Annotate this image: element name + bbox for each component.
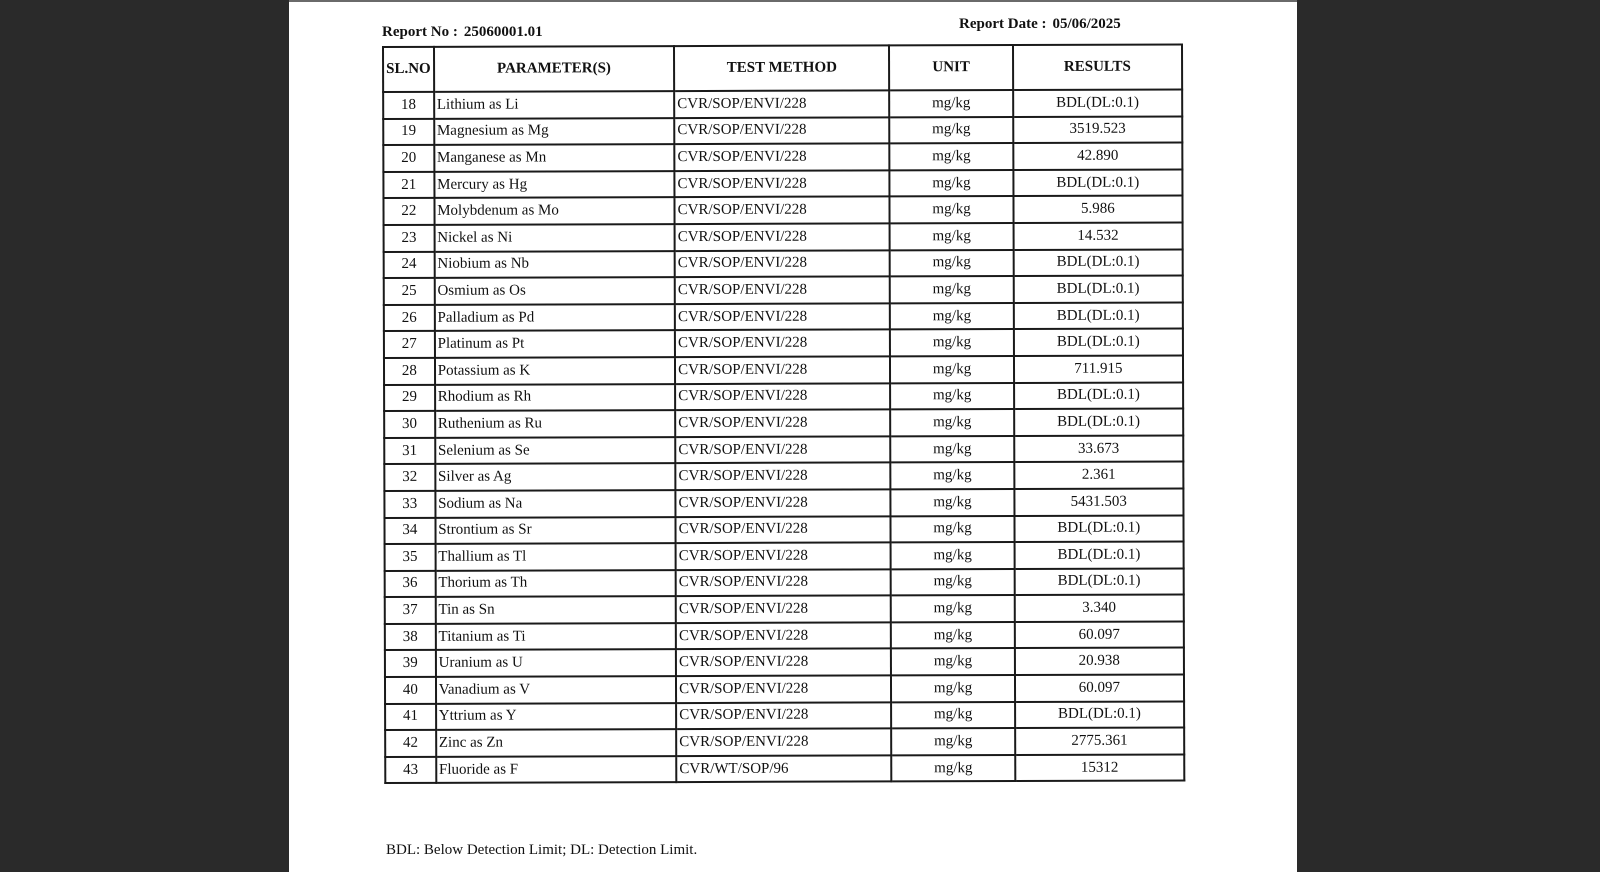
test-method-cell: CVR/SOP/ENVI/228 bbox=[675, 330, 890, 357]
unit-cell: mg/kg bbox=[891, 516, 1014, 543]
table-row bbox=[383, 169, 1182, 198]
sl-no-cell: 28 bbox=[384, 358, 435, 385]
table-row bbox=[383, 143, 1182, 172]
test-method-cell: CVR/SOP/ENVI/228 bbox=[674, 90, 889, 117]
unit-cell: mg/kg bbox=[891, 409, 1014, 436]
table-row bbox=[384, 302, 1183, 331]
header-unit: UNIT bbox=[889, 45, 1012, 90]
result-cell: 60.097 bbox=[1015, 675, 1184, 702]
table-row bbox=[384, 382, 1183, 411]
sl-no-cell: 38 bbox=[385, 624, 436, 651]
test-method-cell: CVR/WT/SOP/96 bbox=[676, 755, 891, 782]
unit-cell: mg/kg bbox=[890, 196, 1013, 223]
parameter-cell: Selenium as Se bbox=[435, 437, 675, 464]
sl-no-cell: 40 bbox=[385, 677, 436, 704]
test-method-cell: CVR/SOP/ENVI/228 bbox=[676, 569, 891, 596]
result-cell: 33.673 bbox=[1014, 435, 1183, 462]
table-row bbox=[383, 89, 1182, 118]
table-row bbox=[385, 568, 1184, 597]
result-cell: BDL(DL:0.1) bbox=[1013, 302, 1182, 329]
parameter-cell: Palladium as Pd bbox=[435, 304, 675, 331]
test-method-cell: CVR/SOP/ENVI/228 bbox=[675, 277, 890, 304]
unit-cell: mg/kg bbox=[891, 595, 1014, 622]
header-parameter: PARAMETER(S) bbox=[434, 46, 675, 92]
table-row bbox=[384, 276, 1183, 305]
unit-cell: mg/kg bbox=[891, 648, 1014, 675]
table-header-row bbox=[383, 44, 1182, 92]
parameter-cell: Vanadium as V bbox=[436, 676, 676, 703]
result-cell: 60.097 bbox=[1014, 621, 1183, 648]
unit-cell: mg/kg bbox=[891, 569, 1014, 596]
parameter-cell: Rhodium as Rh bbox=[435, 384, 675, 411]
unit-cell: mg/kg bbox=[890, 170, 1013, 197]
test-method-cell: CVR/SOP/ENVI/228 bbox=[675, 489, 890, 516]
parameter-cell: Uranium as U bbox=[436, 650, 676, 677]
parameter-cell: Potassium as K bbox=[435, 357, 675, 384]
test-method-cell: CVR/SOP/ENVI/228 bbox=[675, 410, 890, 437]
test-method-cell: CVR/SOP/ENVI/228 bbox=[675, 383, 890, 410]
result-cell: 3519.523 bbox=[1013, 116, 1182, 143]
table-row bbox=[385, 701, 1184, 730]
result-cell: BDL(DL:0.1) bbox=[1014, 515, 1183, 542]
table-row bbox=[384, 409, 1183, 438]
unit-cell: mg/kg bbox=[890, 329, 1013, 356]
unit-cell: mg/kg bbox=[891, 436, 1014, 463]
test-method-cell: CVR/SOP/ENVI/228 bbox=[676, 622, 891, 649]
table-row bbox=[385, 754, 1184, 783]
unit-cell: mg/kg bbox=[890, 117, 1013, 144]
sl-no-cell: 25 bbox=[384, 278, 435, 305]
table-row bbox=[385, 542, 1184, 571]
sl-no-cell: 30 bbox=[384, 411, 435, 438]
unit-cell: mg/kg bbox=[891, 675, 1014, 702]
unit-cell: mg/kg bbox=[891, 489, 1014, 516]
parameter-cell: Titanium as Ti bbox=[436, 623, 676, 650]
parameter-cell: Nickel as Ni bbox=[434, 224, 674, 251]
test-method-cell: CVR/SOP/ENVI/228 bbox=[675, 356, 890, 383]
sl-no-cell: 32 bbox=[384, 464, 435, 491]
test-method-cell: CVR/SOP/ENVI/228 bbox=[676, 702, 891, 729]
test-method-cell: CVR/SOP/ENVI/228 bbox=[676, 596, 891, 623]
result-cell: 5431.503 bbox=[1014, 488, 1183, 515]
unit-cell: mg/kg bbox=[891, 383, 1014, 410]
report-number-value: 25060001.01 bbox=[463, 24, 543, 40]
parameter-cell: Thallium as Tl bbox=[435, 543, 675, 570]
table-row bbox=[384, 435, 1183, 464]
result-cell: BDL(DL:0.1) bbox=[1014, 409, 1183, 436]
sl-no-cell: 23 bbox=[384, 225, 435, 252]
header-sl-no: SL.NO bbox=[383, 47, 434, 92]
unit-cell: mg/kg bbox=[892, 755, 1015, 782]
test-method-cell: CVR/SOP/ENVI/228 bbox=[675, 436, 890, 463]
sl-no-cell: 33 bbox=[384, 491, 435, 518]
result-cell: BDL(DL:0.1) bbox=[1014, 382, 1183, 409]
header-results: RESULTS bbox=[1013, 44, 1182, 90]
test-method-cell: CVR/SOP/ENVI/228 bbox=[674, 144, 889, 171]
table-row bbox=[384, 355, 1183, 384]
parameter-cell: Tin as Sn bbox=[435, 596, 675, 623]
report-date-label: Report Date : bbox=[959, 16, 1047, 32]
table-row bbox=[383, 116, 1182, 145]
parameter-cell: Manganese as Mn bbox=[434, 144, 674, 171]
sl-no-cell: 31 bbox=[384, 438, 435, 465]
sl-no-cell: 26 bbox=[384, 305, 435, 332]
table-row bbox=[383, 196, 1182, 225]
sl-no-cell: 22 bbox=[383, 198, 434, 225]
result-cell: BDL(DL:0.1) bbox=[1014, 329, 1183, 356]
unit-cell: mg/kg bbox=[890, 356, 1013, 383]
unit-cell: mg/kg bbox=[890, 276, 1013, 303]
parameter-cell: Sodium as Na bbox=[435, 490, 675, 517]
parameter-cell: Yttrium as Y bbox=[436, 703, 676, 730]
result-cell: BDL(DL:0.1) bbox=[1014, 568, 1183, 595]
unit-cell: mg/kg bbox=[890, 143, 1013, 170]
parameter-cell: Niobium as Nb bbox=[434, 251, 674, 278]
parameter-cell: Platinum as Pt bbox=[435, 330, 675, 357]
test-method-cell: CVR/SOP/ENVI/228 bbox=[674, 170, 889, 197]
result-cell: BDL(DL:0.1) bbox=[1013, 249, 1182, 276]
sl-no-cell: 43 bbox=[385, 757, 436, 784]
sl-no-cell: 41 bbox=[385, 703, 436, 730]
parameter-cell: Ruthenium as Ru bbox=[435, 410, 675, 437]
parameter-cell: Thorium as Th bbox=[435, 570, 675, 597]
result-cell: 14.532 bbox=[1013, 222, 1182, 249]
test-method-cell: CVR/SOP/ENVI/228 bbox=[675, 197, 890, 224]
document-page bbox=[289, 0, 1297, 872]
result-cell: BDL(DL:0.1) bbox=[1015, 701, 1184, 728]
table-row bbox=[385, 728, 1184, 757]
unit-cell: mg/kg bbox=[892, 702, 1015, 729]
result-cell: 2.361 bbox=[1014, 462, 1183, 489]
test-method-cell: CVR/SOP/ENVI/228 bbox=[676, 649, 891, 676]
parameter-cell: Silver as Ag bbox=[435, 463, 675, 490]
parameter-cell: Lithium as Li bbox=[434, 91, 674, 118]
test-method-cell: CVR/SOP/ENVI/228 bbox=[676, 729, 891, 756]
test-method-cell: CVR/SOP/ENVI/228 bbox=[675, 223, 890, 250]
report-date-value: 05/06/2025 bbox=[1052, 16, 1121, 32]
parameter-cell: Fluoride as F bbox=[436, 756, 676, 783]
test-method-cell: CVR/SOP/ENVI/228 bbox=[675, 463, 890, 490]
sl-no-cell: 35 bbox=[385, 544, 436, 571]
test-method-cell: CVR/SOP/ENVI/228 bbox=[676, 516, 891, 543]
sl-no-cell: 37 bbox=[385, 597, 436, 624]
table-row bbox=[384, 249, 1183, 278]
unit-cell: mg/kg bbox=[890, 250, 1013, 277]
sl-no-cell: 34 bbox=[384, 517, 435, 544]
test-method-cell: CVR/SOP/ENVI/228 bbox=[675, 303, 890, 330]
unit-cell: mg/kg bbox=[890, 303, 1013, 330]
result-cell: BDL(DL:0.1) bbox=[1014, 542, 1183, 569]
table-row bbox=[385, 675, 1184, 704]
table-row bbox=[384, 488, 1183, 517]
test-method-cell: CVR/SOP/ENVI/228 bbox=[676, 675, 891, 702]
table-row bbox=[385, 648, 1184, 677]
sl-no-cell: 36 bbox=[385, 571, 436, 598]
table-row bbox=[384, 222, 1183, 251]
test-method-cell: CVR/SOP/ENVI/228 bbox=[676, 542, 891, 569]
report-number bbox=[382, 24, 543, 41]
result-cell: 20.938 bbox=[1015, 648, 1184, 675]
sl-no-cell: 39 bbox=[385, 650, 436, 677]
unit-cell: mg/kg bbox=[891, 462, 1014, 489]
report-number-label: Report No : bbox=[382, 24, 458, 40]
table-row bbox=[385, 621, 1184, 650]
parameter-cell: Magnesium as Mg bbox=[434, 118, 674, 145]
unit-cell: mg/kg bbox=[891, 542, 1014, 569]
parameter-cell: Molybdenum as Mo bbox=[434, 197, 674, 224]
results-table bbox=[382, 43, 1185, 784]
result-cell: 15312 bbox=[1015, 754, 1184, 781]
unit-cell: mg/kg bbox=[890, 90, 1013, 117]
result-cell: BDL(DL:0.1) bbox=[1013, 169, 1182, 196]
test-method-cell: CVR/SOP/ENVI/228 bbox=[675, 250, 890, 277]
report-date bbox=[959, 16, 1121, 33]
sl-no-cell: 27 bbox=[384, 331, 435, 358]
parameter-cell: Osmium as Os bbox=[434, 277, 674, 304]
sl-no-cell: 20 bbox=[383, 145, 434, 172]
result-cell: 5.986 bbox=[1013, 196, 1182, 223]
table-row bbox=[384, 462, 1183, 491]
footnote: BDL: Below Detection Limit; DL: Detection Limit. bbox=[386, 842, 698, 858]
unit-cell: mg/kg bbox=[891, 622, 1014, 649]
result-cell: 2775.361 bbox=[1015, 728, 1184, 755]
table-body bbox=[383, 89, 1184, 783]
sl-no-cell: 18 bbox=[383, 92, 434, 119]
table-row bbox=[384, 329, 1183, 358]
unit-cell: mg/kg bbox=[890, 223, 1013, 250]
table-row bbox=[384, 515, 1183, 544]
result-cell: 3.340 bbox=[1014, 595, 1183, 622]
header-test-method: TEST METHOD bbox=[674, 45, 889, 91]
result-cell: 711.915 bbox=[1014, 355, 1183, 382]
result-cell: BDL(DL:0.1) bbox=[1013, 276, 1182, 303]
unit-cell: mg/kg bbox=[892, 728, 1015, 755]
result-cell: BDL(DL:0.1) bbox=[1013, 89, 1182, 116]
sl-no-cell: 21 bbox=[383, 172, 434, 199]
test-method-cell: CVR/SOP/ENVI/228 bbox=[674, 117, 889, 144]
sl-no-cell: 24 bbox=[384, 251, 435, 278]
parameter-cell: Strontium as Sr bbox=[435, 517, 675, 544]
parameter-cell: Mercury as Hg bbox=[434, 171, 674, 198]
result-cell: 42.890 bbox=[1013, 143, 1182, 170]
sl-no-cell: 42 bbox=[385, 730, 436, 757]
sl-no-cell: 29 bbox=[384, 384, 435, 411]
parameter-cell: Zinc as Zn bbox=[436, 729, 676, 756]
sl-no-cell: 19 bbox=[383, 118, 434, 145]
table-row bbox=[385, 595, 1184, 624]
